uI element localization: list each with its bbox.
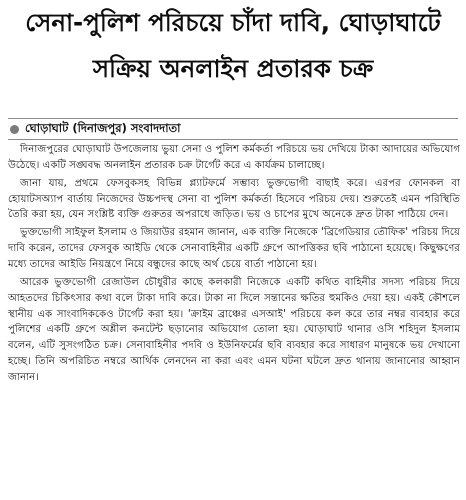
paragraph: ভুক্তভোগী সাইফুল ইসলাম ও জিয়াউর রহমান জানান, এক ব্যক্তি নিজেকে 'ব্রিগেডিয়ার তৌফিক' পরিচয় দিয়ে দাবি করেন, তাদের ফেসবুক আইডি থেকে সেনাবাহিনীর একটি গ্রুপে আপত্তিকর ছবি পাঠানো হয়েছে। কিছুক্ষণের মধ্যে তাদের আইডি নিয়ন্ত্রণে নিয়ে বন্ধুদের কাছে অর্থ চেয়ে বার্তা পাঠানো হয়। (8, 227, 460, 270)
byline-text: ঘোড়াঘাট (দিনাজপুর) সংবাদদাতা (25, 120, 181, 135)
paragraph: দিনাজপুরের ঘোড়াঘাট উপজেলায় ভুয়া সেনা ও পুলিশ কর্মকর্তা পরিচয়ে ভয় দেখিয়ে টাকা আদায়ের অভিযোগ উঠেছে। একটি সঙ্ঘবদ্ধ অনলাইন প্রতারক চক্র টার্গেট করে এ কার্যক্রম চালাচ্ছে। (8, 144, 460, 171)
headline-line-1: সেনা-পুলিশ পরিচয়ে চাঁদা দাবি, ঘোড়াঘাটে (25, 8, 441, 37)
bullet-icon (10, 125, 19, 134)
headline-line-2: সক্রিয় অনলাইন প্রতারক চক্র (92, 54, 374, 83)
paragraph: জানা যায়, প্রথমে ফেসবুকসহ বিভিন্ন প্ল্যাটফর্মে সম্ভাব্য ভুক্তভোগী বাছাই করে। এরপর ফোনকল বা হোয়াটসঅ্যাপ বার্তায় নিজেদের উচ্চপদস্থ সেনা বা পুলিশ কর্মকর্তা হিসেবে পরিচয় দেয়। শুরুতেই এমন পরিস্থিতি তৈরি করা হয়, যেন সংশ্লিষ্ট ব্যক্তি গুরুতর অপরাধে জড়িত। ভয় ও চাপের মুখে অনেকে দ্রুত টাকা পাঠিয়ে দেন। (8, 177, 460, 221)
article-body (8, 142, 460, 388)
byline (8, 118, 458, 140)
paragraph: আরেক ভুক্তভোগী রেজাউল চৌধুরীর কাছে কলকারী নিজেকে একটি কথিত বাহিনীর সদস্য পরিচয় দিয়ে আহতদের চিকিৎসার কথা বলে টাকা দাবি করে। টাকা না দিলে সন্তানের ক্ষতির হুমকিও দেয়া হয়। একই কৌশলে স্থানীয় এক সাংবাদিককেও টার্গেট করা হয়। 'ক্রাইম ব্রাঞ্চের এসআই' পরিচয়ে কল করে তার নম্বর ব্যবহার করে পুলিশের একটি গ্রুপে অশ্লীল কনটেন্ট ছড়ানোর অভিযোগ তোলা হয়। ঘোড়াঘাট থানার ওসি শহিদুল ইসলাম বলেন, এটি সুসংগঠিত চক্র। সেনাবাহিনীর পদবি ও ইউনিফর্মের ছবি ব্যবহার করে সাধারণ মানুষকে ভয় দেখানো হচ্ছে। তিনি অপরিচিত নম্বরে আর্থিক লেনদেন না করা এবং এমন ঘটনা ঘটলে দ্রুত থানায় জানানোর আহ্বান জানান। (8, 276, 460, 383)
